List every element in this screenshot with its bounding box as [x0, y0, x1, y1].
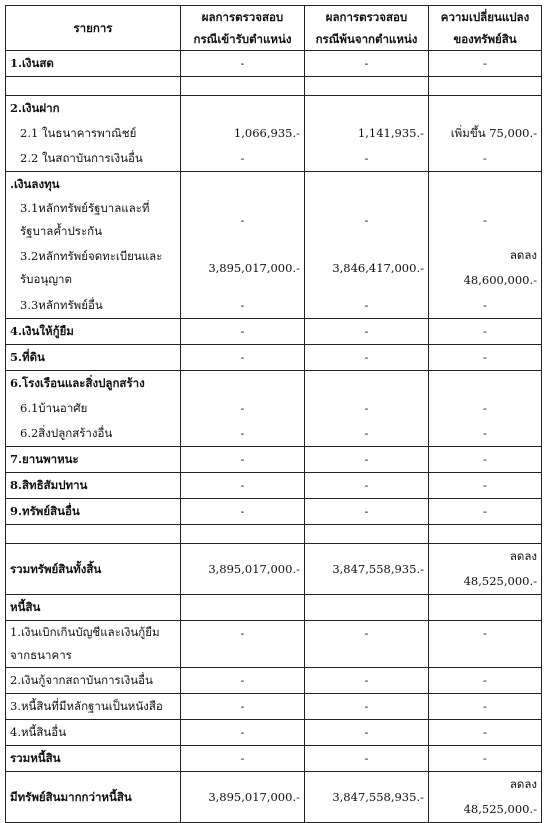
header-entry-line1: ผลการตรวจสอบ [201, 10, 284, 24]
cell-dash: - [429, 694, 542, 720]
header-exit-result [305, 6, 429, 51]
cell-dash: - [305, 746, 429, 772]
cell-dash: - [305, 146, 429, 172]
cell-dash: - [305, 293, 429, 319]
table-row [6, 96, 542, 122]
table-row [6, 146, 542, 172]
cell-dash: - [305, 345, 429, 371]
cell-dash: - [305, 447, 429, 473]
table-row [6, 473, 542, 499]
table-row [6, 293, 542, 319]
table-row [6, 319, 542, 345]
spacer-row [6, 525, 542, 544]
cell-dash: - [305, 421, 429, 447]
table-row [6, 694, 542, 720]
net-worth-row [6, 772, 542, 823]
row-label-line1: 1.เงินเบิกเกินบัญชีและเงินกู้ยืม [10, 625, 160, 639]
table-row [6, 197, 542, 243]
cell-change: ลดลง 48,525,000.- [429, 544, 542, 595]
row-label: 7.ยานพาหนะ [6, 447, 181, 473]
cell-value: 3,895,017,000.- [181, 772, 305, 823]
row-label: 4.เงินให้กู้ยืม [6, 319, 181, 345]
row-label: 1.เงินสด [6, 51, 181, 77]
row-label-line1: 3.2หลักทรัพย์จดทะเบียนและ [20, 249, 163, 263]
cell-dash: - [181, 447, 305, 473]
cell-change: ลดลง 48,600,000.- [429, 243, 542, 293]
row-label-line2: รับอนุญาต [20, 272, 72, 286]
cell-dash: - [181, 720, 305, 746]
cell-dash: - [305, 499, 429, 525]
row-label: 6.โรงเรือนและสิ่งปลูกสร้าง [6, 371, 181, 397]
table-row [6, 243, 542, 293]
cell-dash: - [181, 499, 305, 525]
table-row [6, 668, 542, 694]
row-label: 6.2สิ่งปลูกสร้างอื่น [6, 421, 181, 447]
cell-dash: - [305, 720, 429, 746]
cell-value: 1,141,935.- [305, 121, 429, 146]
header-entry-line2: กรณีเข้ารับตำแหน่ง [193, 32, 292, 46]
cell-value: 3,847,558,935.- [305, 772, 429, 823]
row-label: 9.ทรัพย์สินอื่น [6, 499, 181, 525]
cell-dash: - [305, 319, 429, 345]
cell-dash: - [181, 473, 305, 499]
table-row [6, 746, 542, 772]
cell-value: 3,846,417,000.- [305, 243, 429, 293]
table-row [6, 51, 542, 77]
header-row [6, 6, 542, 51]
row-label: มีทรัพย์สินมากกว่าหนี้สิน [6, 772, 181, 823]
cell-dash: - [429, 293, 542, 319]
cell-change: ลดลง 48,525,000.- [429, 772, 542, 823]
cell-dash: - [429, 720, 542, 746]
cell-dash: - [429, 746, 542, 772]
cell-dash: - [181, 293, 305, 319]
row-label: หนี้สิน [6, 595, 181, 621]
row-label [6, 197, 181, 243]
row-label: 6.1บ้านอาศัย [6, 396, 181, 421]
cell-dash: - [429, 473, 542, 499]
table-row [6, 595, 542, 621]
header-exit-line1: ผลการตรวจสอบ [325, 10, 408, 24]
cell-value: 3,895,017,000.- [181, 544, 305, 595]
total-row [6, 544, 542, 595]
cell-dash: - [429, 396, 542, 421]
row-label [6, 621, 181, 668]
spacer-row [6, 77, 542, 96]
table-row [6, 396, 542, 421]
cell-change: เพิ่มขึ้น 75,000.- [429, 121, 542, 146]
cell-dash: - [181, 621, 305, 668]
table-row [6, 421, 542, 447]
cell-dash: - [181, 319, 305, 345]
row-label: 3.หนี้สินที่มีหลักฐานเป็นหนังสือ [6, 694, 181, 720]
row-label-line2: จากธนาคาร [10, 648, 72, 662]
header-change-line1: ความเปลี่ยนแปลง [440, 10, 530, 24]
row-label: รวมทรัพย์สินทั้งสิ้น [6, 544, 181, 595]
cell-dash: - [429, 421, 542, 447]
cell-dash: - [181, 51, 305, 77]
header-change [429, 6, 542, 51]
cell-dash: - [429, 197, 542, 243]
cell-dash: - [181, 146, 305, 172]
cell-dash: - [429, 319, 542, 345]
row-label: 2.เงินกู้จากสถาบันการเงินอื่น [6, 668, 181, 694]
cell-dash: - [305, 51, 429, 77]
cell-dash: - [181, 694, 305, 720]
table-row [6, 371, 542, 397]
row-label: 2.เงินฝาก [6, 96, 181, 122]
cell-dash: - [181, 746, 305, 772]
table-row [6, 172, 542, 198]
cell-dash: - [429, 51, 542, 77]
cell-dash: - [305, 694, 429, 720]
asset-comparison-table [5, 5, 542, 823]
row-label [6, 243, 181, 293]
cell-dash: - [429, 668, 542, 694]
cell-dash: - [429, 621, 542, 668]
cell-dash: - [305, 197, 429, 243]
cell-dash: - [181, 668, 305, 694]
cell-dash: - [429, 499, 542, 525]
row-label: 3.3หลักทรัพย์อื่น [6, 293, 181, 319]
header-item: รายการ [6, 6, 181, 51]
cell-dash: - [181, 345, 305, 371]
row-label: 2.2 ในสถาบันการเงินอื่น [6, 146, 181, 172]
table-row [6, 621, 542, 668]
cell-dash: - [429, 447, 542, 473]
cell-value: 3,895,017,000.- [181, 243, 305, 293]
header-change-line2: ของทรัพย์สิน [453, 32, 517, 46]
cell-dash: - [181, 421, 305, 447]
table-row [6, 447, 542, 473]
row-label-line1: 3.1หลักทรัพย์รัฐบาลและที่ [20, 201, 150, 215]
row-label: 8.สิทธิสัมปทาน [6, 473, 181, 499]
table-row [6, 121, 542, 146]
cell-dash: - [305, 668, 429, 694]
cell-dash: - [181, 197, 305, 243]
cell-dash: - [429, 345, 542, 371]
table-row [6, 499, 542, 525]
header-entry-result [181, 6, 305, 51]
row-label: .เงินลงทุน [6, 172, 181, 198]
row-label: 4.หนี้สินอื่น [6, 720, 181, 746]
row-label: รวมหนี้สิน [6, 746, 181, 772]
cell-dash: - [305, 396, 429, 421]
header-exit-line2: กรณีพ้นจากตำแหน่ง [315, 32, 418, 46]
row-label: 2.1 ในธนาคารพาณิชย์ [6, 121, 181, 146]
cell-dash: - [181, 396, 305, 421]
cell-dash: - [305, 621, 429, 668]
cell-value: 3,847,558,935.- [305, 544, 429, 595]
table-row [6, 720, 542, 746]
table-row [6, 345, 542, 371]
row-label: 5.ที่ดิน [6, 345, 181, 371]
cell-dash: - [305, 473, 429, 499]
cell-dash: - [429, 146, 542, 172]
cell-value: 1,066,935.- [181, 121, 305, 146]
row-label-line2: รัฐบาลค้ำประกัน [20, 224, 102, 238]
